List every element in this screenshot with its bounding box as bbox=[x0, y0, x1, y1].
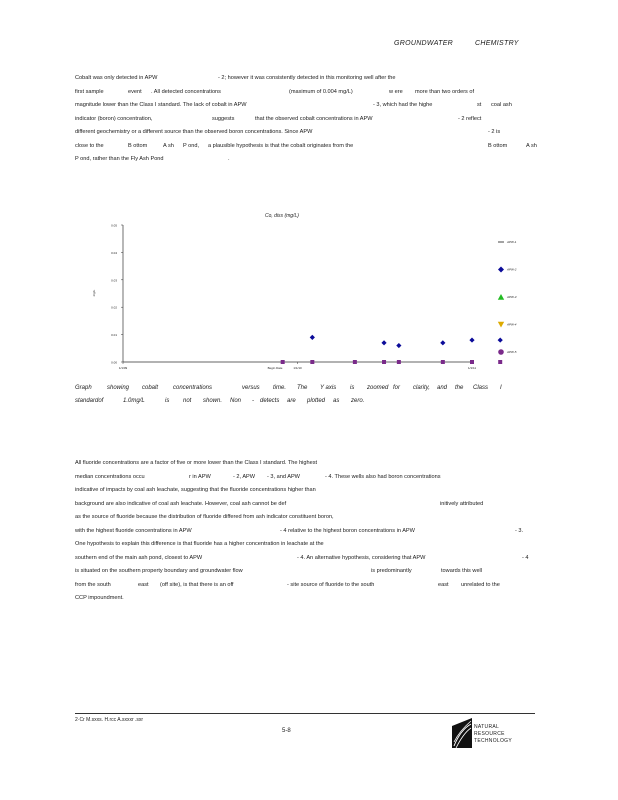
data-point-apw-5 bbox=[353, 360, 357, 364]
data-point-apw-5 bbox=[397, 360, 401, 364]
text-segment: indicator (boron) concentration, bbox=[75, 115, 153, 122]
text-line bbox=[75, 113, 545, 127]
text-segment: shown. bbox=[203, 398, 223, 404]
text-segment: event bbox=[128, 88, 142, 95]
text-segment: initively attributed bbox=[440, 500, 484, 507]
text-segment: detects bbox=[260, 398, 280, 404]
text-segment: southern end of the main ash pond, closest to APW bbox=[75, 554, 203, 561]
text-segment: is situated on the southern property boundary and groundwater flow bbox=[75, 568, 243, 574]
text-segment: - bbox=[252, 398, 254, 404]
legend-label: APW-4 bbox=[507, 322, 517, 327]
text-segment: for bbox=[393, 385, 401, 391]
text-segment: towards this well bbox=[441, 568, 483, 574]
text-line bbox=[75, 382, 525, 395]
text-segment: from the south bbox=[75, 581, 111, 588]
cobalt-chart bbox=[75, 205, 535, 375]
text-segment: - 2 is bbox=[488, 129, 501, 135]
text-segment: clarity, bbox=[413, 385, 430, 391]
text-segment: - 2, APW bbox=[233, 473, 256, 480]
text-segment: magnitude lower than the Class I standard. The lack of cobalt in APW bbox=[75, 102, 247, 108]
text-segment: A sh bbox=[163, 142, 174, 149]
text-segment: time. bbox=[273, 385, 287, 391]
text-segment: w ere bbox=[389, 88, 403, 95]
text-line bbox=[75, 579, 545, 593]
text-segment: median concentrations occu bbox=[75, 473, 145, 480]
text-line bbox=[75, 99, 545, 113]
legend-label: APW-3 bbox=[507, 295, 517, 300]
text-segment: 1.0mg/L bbox=[123, 398, 145, 404]
text-segment: - 4 bbox=[522, 554, 529, 561]
legend-marker bbox=[498, 267, 504, 273]
text-line bbox=[75, 140, 545, 154]
text-segment: as the source of fluoride because the distribution of fluoride differed from ash indicator constituent boron, bbox=[75, 514, 334, 520]
text-segment: east bbox=[138, 581, 149, 588]
text-segment: Class bbox=[473, 385, 489, 391]
text-line bbox=[75, 498, 545, 512]
text-line bbox=[75, 395, 525, 408]
logo-line: NATURAL bbox=[474, 724, 500, 730]
text-segment: The bbox=[297, 385, 308, 391]
text-line bbox=[75, 592, 545, 606]
text-segment: with the highest fluoride concentrations in APW bbox=[75, 527, 192, 534]
text-segment: zoomed bbox=[367, 385, 389, 391]
text-segment: not bbox=[183, 398, 192, 404]
text-line bbox=[75, 484, 545, 498]
figure-caption bbox=[75, 382, 525, 408]
text-segment: a plausible hypothesis is that the cobalt originates from the bbox=[208, 142, 354, 149]
text-segment: . All detected concentrations bbox=[151, 88, 221, 95]
text-segment: Cobalt was only detected in APW bbox=[75, 75, 158, 81]
x-tick-label: 1/1/09 bbox=[118, 366, 128, 370]
text-line bbox=[75, 86, 545, 100]
text-line bbox=[75, 153, 545, 167]
text-segment: A sh bbox=[526, 142, 537, 149]
nrt-logo-icon bbox=[452, 718, 472, 748]
text-segment: - 3. bbox=[515, 527, 524, 534]
chart-title: Co, diss (mg/L) bbox=[265, 213, 299, 219]
legend-marker bbox=[498, 322, 504, 328]
text-segment: - site source of fluoride to the south bbox=[287, 581, 375, 588]
text-segment: plotted bbox=[307, 398, 326, 404]
text-segment: P ond, rather than the Fly Ash Pond bbox=[75, 156, 164, 162]
text-segment: that the observed cobalt concentrations in APW bbox=[255, 115, 373, 122]
text-line bbox=[75, 552, 545, 566]
text-line bbox=[75, 126, 545, 140]
text-line bbox=[75, 565, 545, 579]
text-segment: and bbox=[437, 385, 448, 391]
y-tick-label: 0.04 bbox=[111, 250, 117, 255]
text-segment: cobalt bbox=[142, 385, 159, 391]
text-segment: B ottom bbox=[128, 142, 148, 149]
text-segment: - 2 reflect bbox=[458, 115, 482, 122]
text-segment: more than two orders of bbox=[415, 88, 475, 95]
text-segment: indicative of impacts by coal ash leachate, suggesting that the fluoride concentrations higher than bbox=[75, 487, 316, 493]
data-point-apw-2 bbox=[498, 337, 503, 342]
page-number: 5-8 bbox=[282, 728, 291, 734]
y-axis-label: mg/L bbox=[92, 289, 96, 297]
header-section-left: GROUNDWATER bbox=[394, 40, 454, 47]
data-point-apw-5 bbox=[441, 360, 445, 364]
text-segment: - 4 relative to the highest boron concentrations in APW bbox=[280, 527, 415, 534]
text-segment: as bbox=[333, 398, 340, 404]
text-segment: suggests bbox=[212, 115, 235, 122]
data-point-apw-2 bbox=[310, 335, 315, 340]
text-segment: Y axis bbox=[320, 385, 337, 391]
text-segment: standardof bbox=[75, 398, 104, 404]
text-segment: One hypothesis to explain this difference is that fluoride has a higher concentration in leachate at the bbox=[75, 541, 324, 547]
text-segment: Non bbox=[230, 398, 242, 404]
text-line bbox=[75, 525, 545, 539]
data-point-apw-5 bbox=[310, 360, 314, 364]
text-line bbox=[75, 471, 545, 485]
y-tick-label: 0.02 bbox=[111, 305, 117, 310]
text-segment: are bbox=[287, 398, 296, 404]
y-tick-label: 0.01 bbox=[111, 333, 117, 338]
text-segment: B ottom bbox=[488, 142, 508, 149]
logo-line: TECHNOLOGY bbox=[474, 738, 513, 744]
logo-wordmark bbox=[474, 724, 512, 745]
text-segment: I bbox=[500, 385, 502, 391]
data-point-apw-5 bbox=[382, 360, 386, 364]
x-tick-label: 1/1/11 bbox=[467, 366, 477, 370]
text-segment: east bbox=[438, 581, 449, 588]
text-segment: showing bbox=[107, 385, 130, 391]
text-segment: - 2; however it was consistently detected in this monitoring well after the bbox=[218, 75, 396, 81]
text-segment: st bbox=[477, 102, 482, 108]
text-segment: is bbox=[165, 398, 170, 404]
text-segment: Graph bbox=[75, 385, 92, 391]
footer-rule bbox=[75, 713, 535, 714]
data-point-apw-5 bbox=[281, 360, 285, 364]
text-segment: - 3, and APW bbox=[267, 473, 300, 480]
text-segment: the bbox=[455, 385, 464, 391]
text-segment: . bbox=[228, 156, 230, 162]
text-segment: - 4. These wells also had boron concentrations bbox=[325, 473, 441, 480]
text-line bbox=[75, 511, 545, 525]
text-segment: CCP impoundment. bbox=[75, 595, 124, 601]
paragraph-fluoride bbox=[75, 457, 545, 606]
x-tick-label: 1/1/10 bbox=[293, 366, 302, 370]
text-segment: All fluoride concentrations are a factor of five or more lower than the Class I standard. The highest bbox=[75, 460, 318, 466]
x-axis-label: Begin Date bbox=[267, 366, 283, 370]
text-segment: concentrations bbox=[173, 385, 213, 391]
y-tick-label: 0.03 bbox=[111, 278, 117, 283]
text-segment: is predominantly bbox=[371, 568, 412, 574]
legend-label: APW-5 bbox=[507, 350, 517, 355]
data-point-apw-2 bbox=[469, 337, 474, 342]
text-segment: (maximum of 0.004 mg/L) bbox=[289, 88, 353, 95]
text-segment: close to the bbox=[75, 142, 104, 149]
text-segment: is bbox=[350, 385, 355, 391]
text-segment: P ond, bbox=[183, 142, 200, 149]
data-point-apw-5 bbox=[498, 360, 502, 364]
y-tick-label: 0.00 bbox=[111, 360, 117, 365]
data-point-apw-2 bbox=[396, 343, 401, 348]
text-line bbox=[75, 72, 545, 86]
data-point-apw-5 bbox=[470, 360, 474, 364]
text-line bbox=[75, 538, 545, 552]
logo-line: RESOURCE bbox=[474, 731, 505, 737]
text-segment: different geochemistry or a different source than the observed boron concentrations. Since APW bbox=[75, 129, 313, 135]
text-segment: - 4. An alternative hypothesis, considering that APW bbox=[297, 554, 426, 561]
legend-marker bbox=[498, 349, 504, 355]
header-section-right: CHEMISTRY bbox=[475, 40, 519, 47]
y-tick-label: 0.05 bbox=[111, 223, 117, 228]
text-segment: unrelated to the bbox=[461, 581, 500, 588]
legend-label: APW-1 bbox=[507, 240, 517, 245]
text-segment: zero. bbox=[351, 398, 365, 404]
legend-label: APW-2 bbox=[507, 267, 517, 272]
data-point-apw-2 bbox=[440, 340, 445, 345]
text-segment: coal ash bbox=[491, 102, 512, 108]
legend-marker bbox=[498, 294, 504, 300]
text-segment: - 3, which had the highe bbox=[373, 102, 433, 108]
footer-document-title: 2·Cr M.sxxs. H.rcc A.sxxxr .sxr bbox=[75, 717, 144, 723]
text-segment: (off site), is that there is an off bbox=[160, 581, 234, 588]
text-segment: r in APW bbox=[189, 473, 211, 480]
data-point-apw-2 bbox=[381, 340, 386, 345]
text-segment: first sample bbox=[75, 88, 104, 95]
text-line bbox=[75, 457, 545, 471]
text-segment: background are also indicative of coal ash leachate. However, coal ash cannot be def bbox=[75, 500, 287, 507]
paragraph-cobalt bbox=[75, 72, 545, 167]
text-segment: versus bbox=[242, 385, 260, 391]
